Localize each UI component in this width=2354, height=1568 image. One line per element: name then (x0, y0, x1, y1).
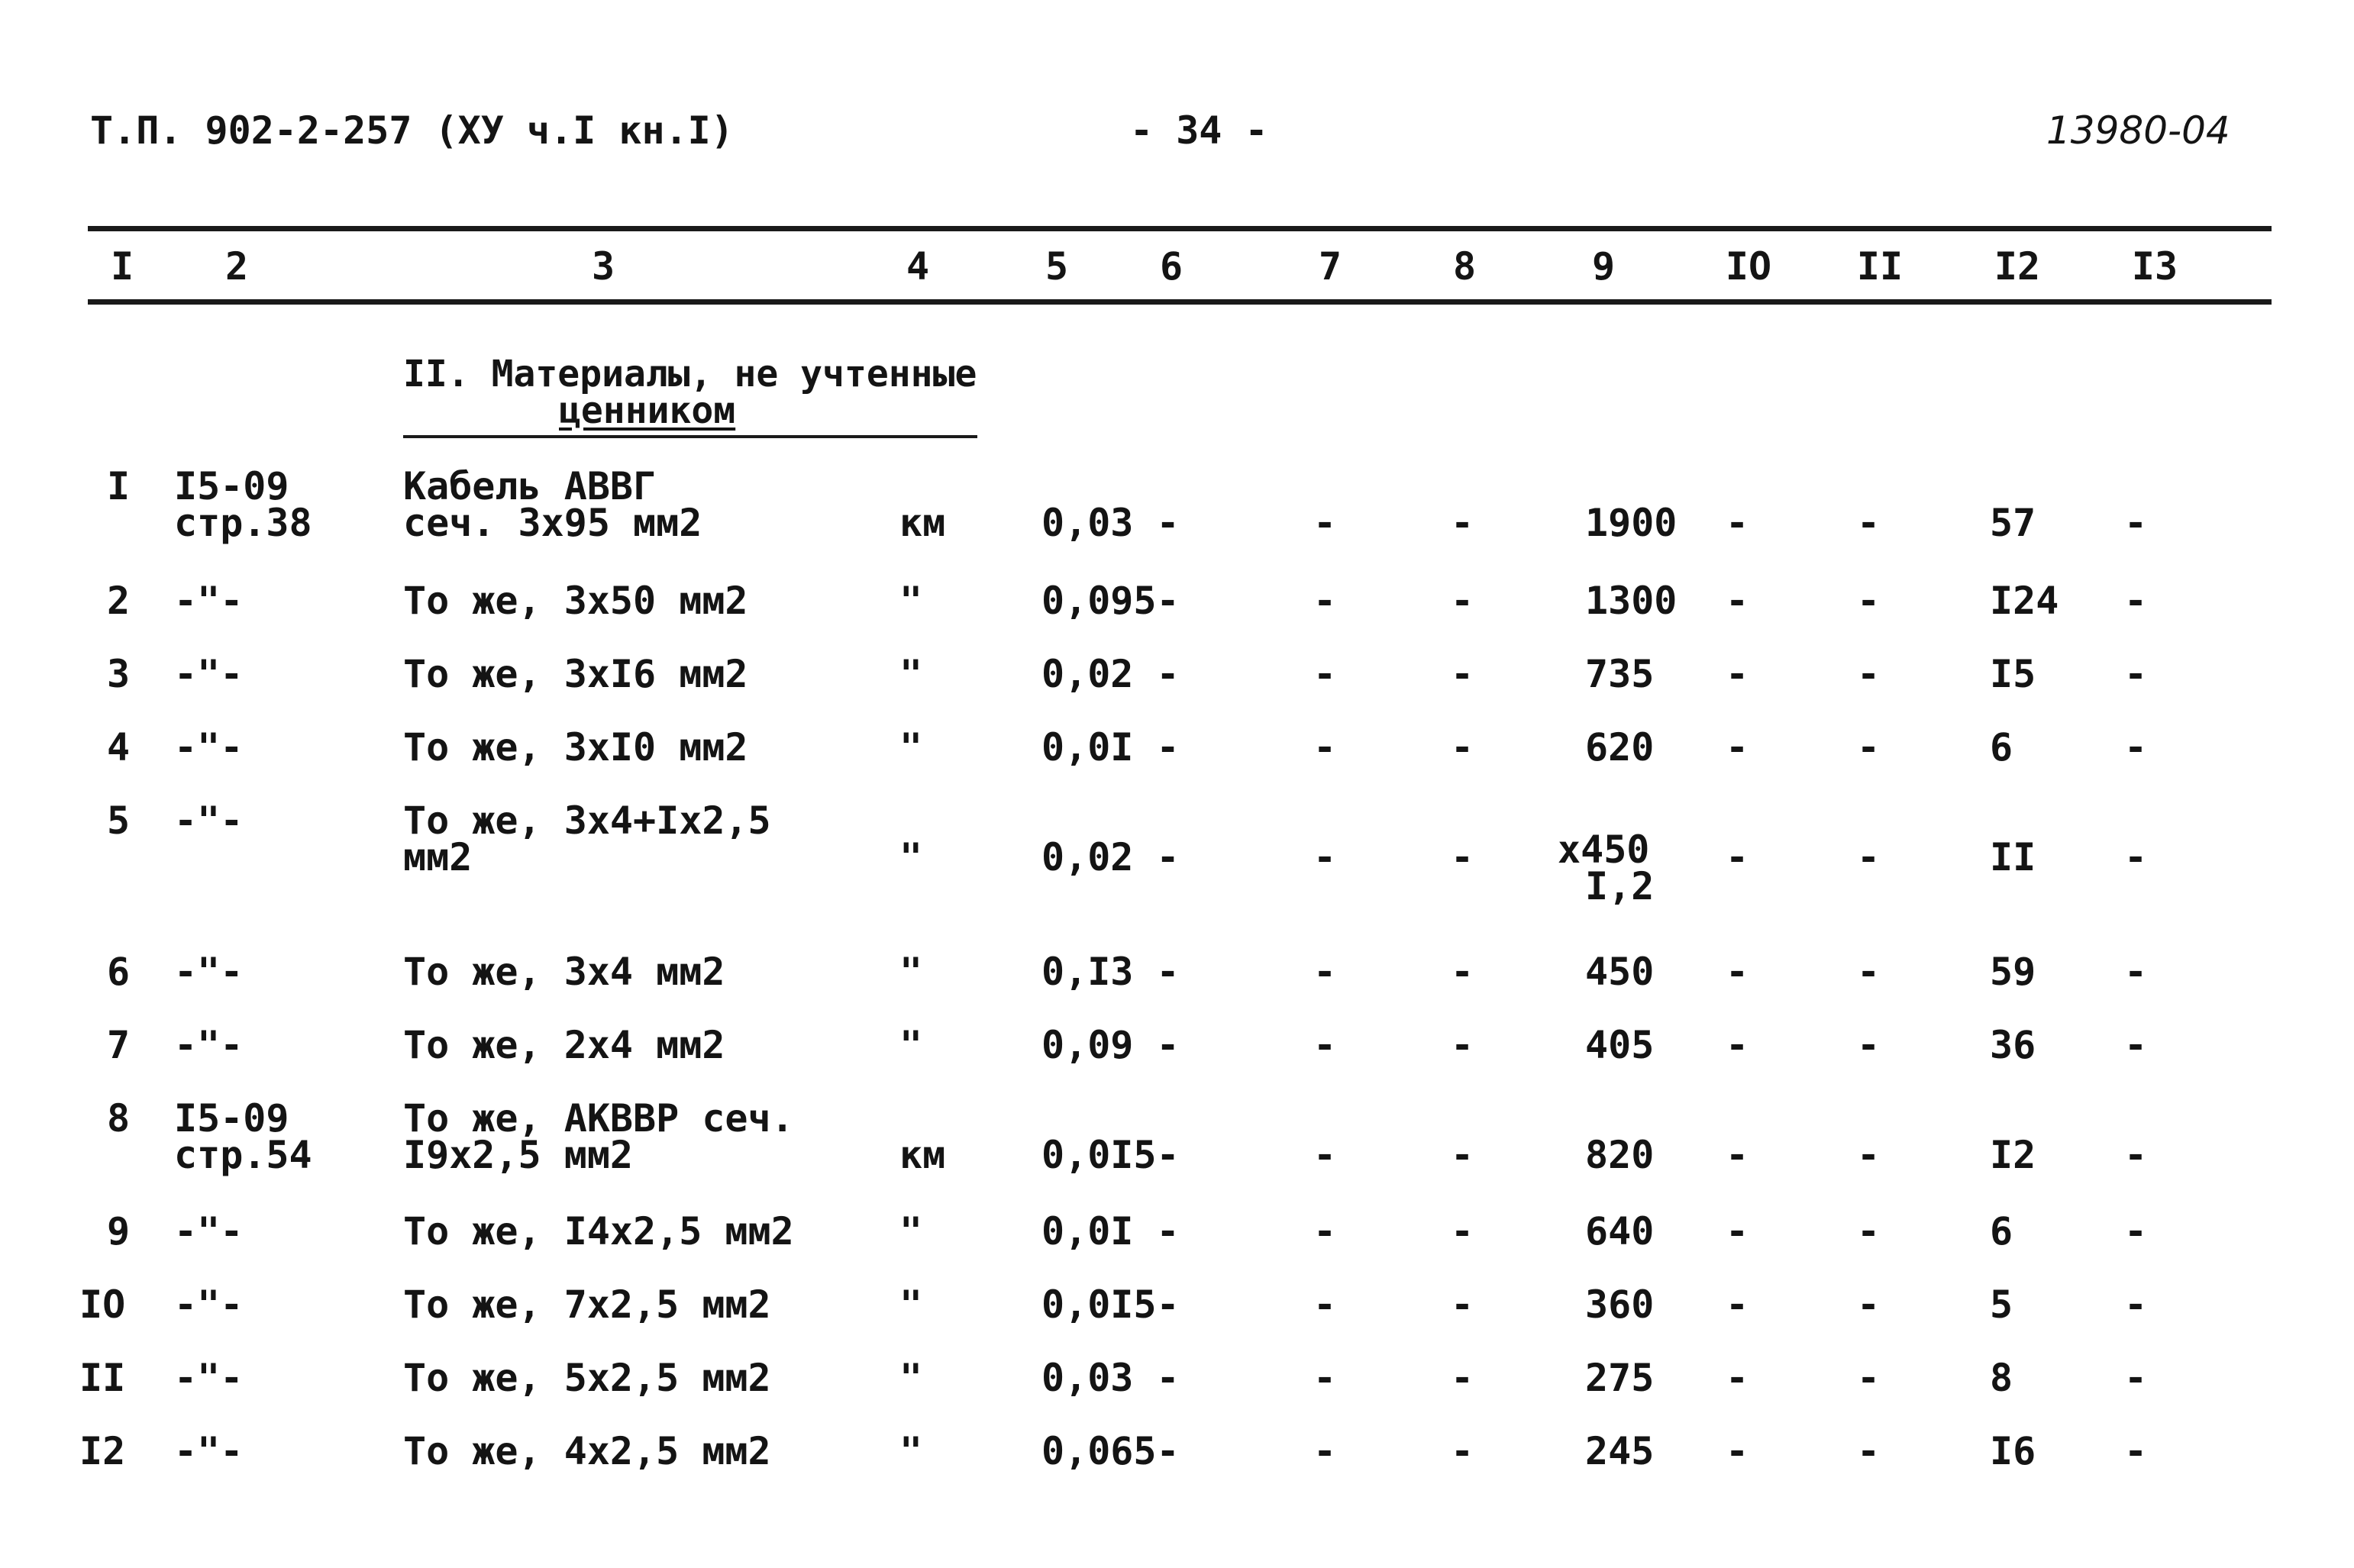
unit-price: 620 (1585, 725, 1655, 769)
row-number: IO (79, 1282, 126, 1327)
col-13-value: - (2124, 1209, 2148, 1253)
material-name: сеч. 3х95 мм2 (403, 501, 702, 545)
total-cost: 6 (1990, 1209, 2013, 1253)
material-name: То же, 2х4 мм2 (403, 1023, 725, 1067)
col-7-value: - (1313, 579, 1337, 623)
column-header-13: I3 (2131, 244, 2178, 289)
col-7-value: - (1313, 1356, 1337, 1400)
unit: " (899, 1282, 923, 1327)
page-number: - 34 - (1130, 108, 1268, 153)
total-cost: 6 (1990, 725, 2013, 769)
unit: " (899, 950, 923, 994)
col-11-value: - (1857, 579, 1881, 623)
unit-price: 1300 (1585, 579, 1678, 623)
material-name: То же, 3хI0 мм2 (403, 725, 748, 769)
material-name: То же, АКВВР сеч. (403, 1096, 794, 1141)
quantity: 0,03 - (1041, 1356, 1180, 1400)
unit: км (899, 1133, 946, 1177)
col-8-value: - (1451, 1282, 1474, 1327)
table-header-rule (88, 299, 2272, 305)
col-7-value: - (1313, 835, 1337, 879)
col-10-value: - (1726, 1429, 1749, 1473)
quantity: 0,065- (1041, 1429, 1180, 1473)
total-cost: I24 (1990, 579, 2059, 623)
material-name: То же, 3хI6 мм2 (403, 652, 748, 696)
col-13-value: - (2124, 1356, 2148, 1400)
col-7-value: - (1313, 1023, 1337, 1067)
column-header-10: IO (1725, 244, 1772, 289)
unit-price: 735 (1585, 652, 1655, 696)
column-header-7: 7 (1318, 244, 1342, 289)
inventory-number: 13980-04 (2046, 108, 2230, 153)
row-number: 2 (107, 579, 131, 623)
col-13-value: - (2124, 950, 2148, 994)
row-number: II (79, 1356, 126, 1400)
material-name: Кабель АВВГ (403, 464, 657, 508)
row-number: 8 (107, 1096, 131, 1141)
unit-price: 245 (1585, 1429, 1655, 1473)
price-reference: -"- (174, 799, 244, 843)
section-title (403, 353, 977, 432)
total-cost: 8 (1990, 1356, 2013, 1400)
unit: км (899, 501, 946, 545)
col-11-value: - (1857, 950, 1881, 994)
price-reference: I5-09 (174, 464, 289, 508)
col-11-value: - (1857, 1133, 1881, 1177)
unit-price: 275 (1585, 1356, 1655, 1400)
quantity: 0,02 - (1041, 835, 1180, 879)
col-7-value: - (1313, 501, 1337, 545)
material-name: То же, 3х4+Iх2,5 (403, 799, 771, 843)
price-reference: -"- (174, 950, 244, 994)
col-13-value: - (2124, 725, 2148, 769)
col-13-value: - (2124, 501, 2148, 545)
column-header-11: II (1856, 244, 1904, 289)
col-11-value: - (1857, 1429, 1881, 1473)
quantity: 0,03 - (1041, 501, 1180, 545)
row-number: 3 (107, 652, 131, 696)
col-8-value: - (1451, 725, 1474, 769)
col-13-value: - (2124, 1429, 2148, 1473)
col-7-value: - (1313, 950, 1337, 994)
section-title-line1: II. Материалы, не учтенные (403, 353, 977, 395)
quantity: 0,0I5- (1041, 1282, 1180, 1327)
col-11-value: - (1857, 1356, 1881, 1400)
row-number: 7 (107, 1023, 131, 1067)
column-header-6: 6 (1159, 244, 1183, 289)
unit: " (899, 1209, 923, 1253)
material-name: То же, I4х2,5 мм2 (403, 1209, 794, 1253)
col-7-value: - (1313, 725, 1337, 769)
col-11-value: - (1857, 725, 1881, 769)
total-cost: 59 (1990, 950, 2036, 994)
price-reference: -"- (174, 725, 244, 769)
quantity: 0,09 - (1041, 1023, 1180, 1067)
column-header-1: I (110, 244, 134, 289)
column-header-9: 9 (1591, 244, 1616, 289)
col-10-value: - (1726, 725, 1749, 769)
price-reference: -"- (174, 1209, 244, 1253)
unit: " (899, 725, 923, 769)
col-10-value: - (1726, 950, 1749, 994)
col-10-value: - (1726, 652, 1749, 696)
col-8-value: - (1451, 579, 1474, 623)
col-13-value: - (2124, 835, 2148, 879)
column-header-5: 5 (1045, 244, 1069, 289)
material-name: То же, 7х2,5 мм2 (403, 1282, 771, 1327)
col-13-value: - (2124, 652, 2148, 696)
col-13-value: - (2124, 1023, 2148, 1067)
col-8-value: - (1451, 1429, 1474, 1473)
price-reference: I5-09 (174, 1096, 289, 1141)
material-name: То же, 5х2,5 мм2 (403, 1356, 771, 1400)
unit: " (899, 835, 923, 879)
row-number: 4 (107, 725, 131, 769)
unit: " (899, 652, 923, 696)
material-name: То же, 3х4 мм2 (403, 950, 725, 994)
unit: " (899, 1356, 923, 1400)
document-designation: Т.П. 902-2-257 (ХУ ч.I кн.I) (90, 108, 734, 153)
col-11-value: - (1857, 501, 1881, 545)
column-header-4: 4 (906, 244, 930, 289)
price-reference: -"- (174, 1429, 244, 1473)
col-11-value: - (1857, 1209, 1881, 1253)
material-name: То же, 4х2,5 мм2 (403, 1429, 771, 1473)
price-reference: стр.38 (174, 501, 312, 545)
unit-price-factor: I,2 (1585, 864, 1655, 908)
column-header-8: 8 (1452, 244, 1477, 289)
material-name: То же, 3х50 мм2 (403, 579, 748, 623)
column-header-12: I2 (1994, 244, 2041, 289)
unit-price: х450 (1558, 828, 1650, 872)
total-cost: 36 (1990, 1023, 2036, 1067)
col-13-value: - (2124, 1282, 2148, 1327)
price-reference: стр.54 (174, 1133, 312, 1177)
col-10-value: - (1726, 1356, 1749, 1400)
unit-price: 820 (1585, 1133, 1655, 1177)
col-10-value: - (1726, 1133, 1749, 1177)
unit: " (899, 1429, 923, 1473)
col-10-value: - (1726, 579, 1749, 623)
col-10-value: - (1726, 1282, 1749, 1327)
quantity: 0,I3 - (1041, 950, 1180, 994)
col-7-value: - (1313, 1282, 1337, 1327)
col-7-value: - (1313, 1133, 1337, 1177)
col-13-value: - (2124, 1133, 2148, 1177)
unit-price: 405 (1585, 1023, 1655, 1067)
col-8-value: - (1451, 835, 1474, 879)
material-name: мм2 (403, 835, 473, 879)
total-cost: II (1990, 835, 2036, 879)
unit: " (899, 579, 923, 623)
col-11-value: - (1857, 1282, 1881, 1327)
col-8-value: - (1451, 950, 1474, 994)
col-11-value: - (1857, 835, 1881, 879)
quantity: 0,095- (1041, 579, 1180, 623)
col-13-value: - (2124, 579, 2148, 623)
quantity: 0,02 - (1041, 652, 1180, 696)
col-8-value: - (1451, 1133, 1474, 1177)
col-11-value: - (1857, 1023, 1881, 1067)
row-number: I (107, 464, 131, 508)
total-cost: I6 (1990, 1429, 2036, 1473)
price-reference: -"- (174, 1356, 244, 1400)
price-reference: -"- (174, 1282, 244, 1327)
unit-price: 640 (1585, 1209, 1655, 1253)
col-8-value: - (1451, 652, 1474, 696)
col-11-value: - (1857, 652, 1881, 696)
total-cost: 57 (1990, 501, 2036, 545)
table-top-rule (88, 226, 2272, 231)
col-7-value: - (1313, 1209, 1337, 1253)
col-10-value: - (1726, 835, 1749, 879)
quantity: 0,0I - (1041, 1209, 1180, 1253)
unit: " (899, 1023, 923, 1067)
quantity: 0,0I - (1041, 725, 1180, 769)
quantity: 0,0I5- (1041, 1133, 1180, 1177)
unit-price: 1900 (1585, 501, 1678, 545)
column-header-3: 3 (591, 244, 615, 289)
col-8-value: - (1451, 1356, 1474, 1400)
total-cost: 5 (1990, 1282, 2013, 1327)
row-number: 5 (107, 799, 131, 843)
section-title-underline (403, 435, 977, 438)
row-number: I2 (79, 1429, 126, 1473)
col-7-value: - (1313, 1429, 1337, 1473)
unit-price: 450 (1585, 950, 1655, 994)
col-10-value: - (1726, 501, 1749, 545)
total-cost: I5 (1990, 652, 2036, 696)
col-8-value: - (1451, 501, 1474, 545)
row-number: 6 (107, 950, 131, 994)
col-8-value: - (1451, 1023, 1474, 1067)
price-reference: -"- (174, 579, 244, 623)
total-cost: I2 (1990, 1133, 2036, 1177)
column-header-2: 2 (224, 244, 249, 289)
col-8-value: - (1451, 1209, 1474, 1253)
col-7-value: - (1313, 652, 1337, 696)
row-number: 9 (107, 1209, 131, 1253)
section-title-line2: ценником (559, 389, 736, 432)
price-reference: -"- (174, 1023, 244, 1067)
price-reference: -"- (174, 652, 244, 696)
col-10-value: - (1726, 1023, 1749, 1067)
col-10-value: - (1726, 1209, 1749, 1253)
unit-price: 360 (1585, 1282, 1655, 1327)
material-name: I9х2,5 мм2 (403, 1133, 634, 1177)
